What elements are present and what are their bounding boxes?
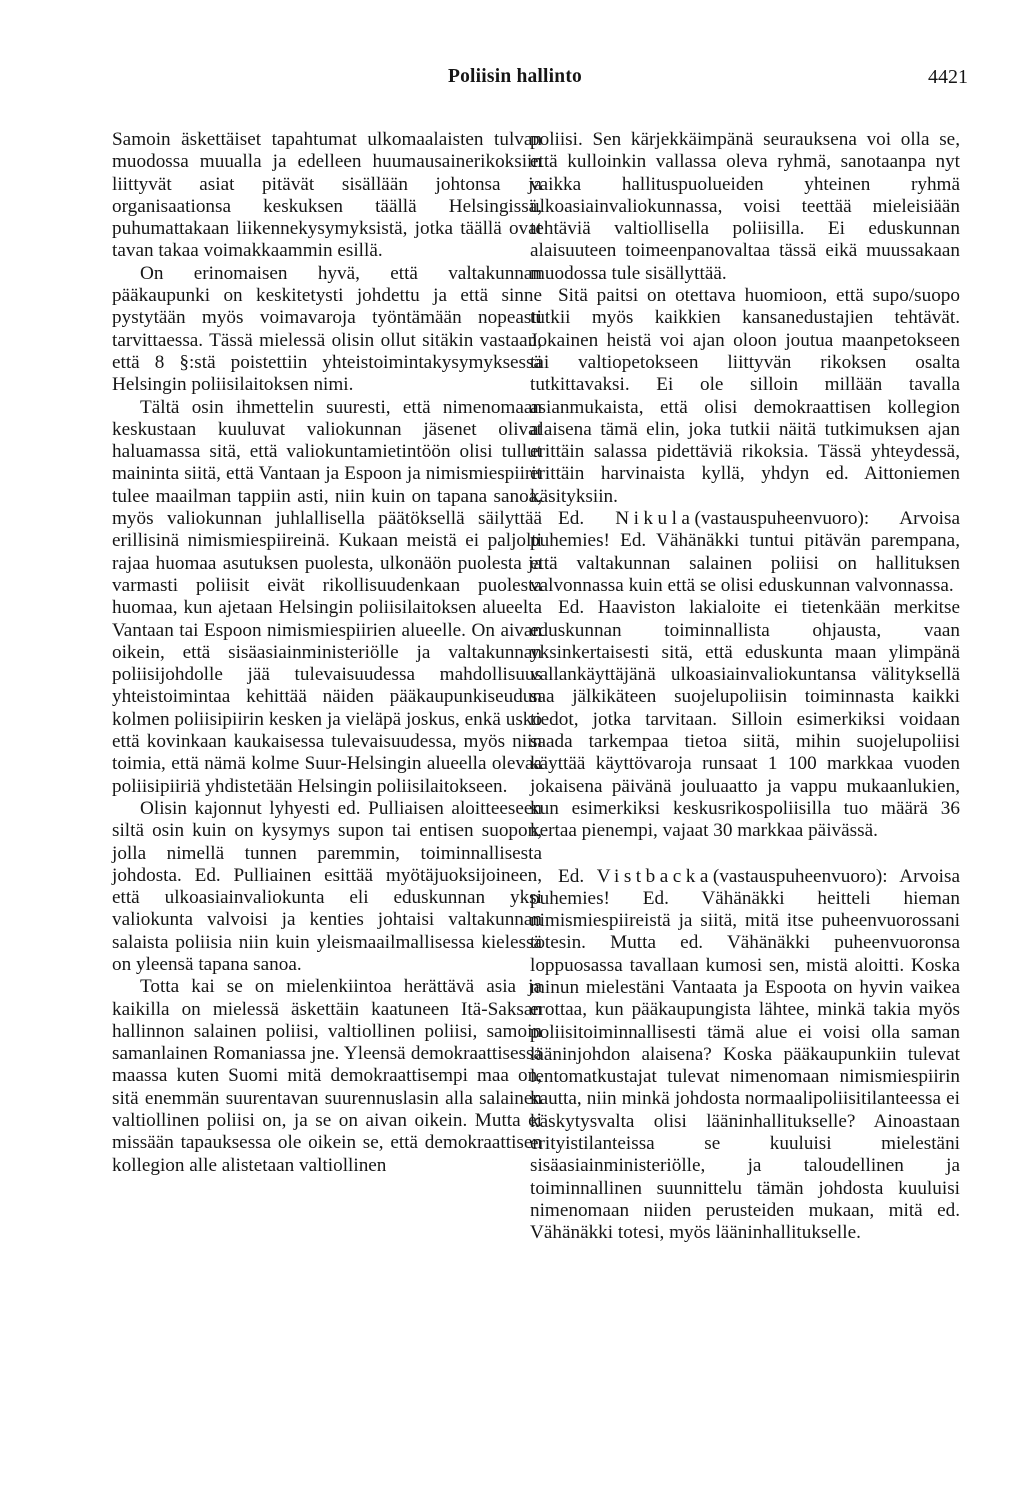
paragraph: Olisin kajonnut lyhyesti ed. Pulliaisen aloitteeseen siltä osin kuin on kysymys supon tai entisen suopon, jolla nimellä tunnen paremmin, toiminnallisesta johdosta. Ed. Pulliainen esittää myötäjuoksijoineen, että ulkoasiainvaliokunta eli eduskunnan yksi valiokunta valvoisi ja kenties johtaisi valtakunnan salaista poliisia niin kuin yleismaailmallisessa kielessä on yleensä tapana sanoa.: [112, 797, 542, 975]
paragraph: Ed. Haaviston lakialoite ei tietenkään merkitse eduskunnan toiminnallista ohjausta, vaan yksinkertaisesti sitä, että eduskunta maan ylimpänä vallankäyttäjänä ulkoasiainvaliokuntansa välityksellä saa jälkikäteen suojelupoliisin toiminnasta kaikki tiedot, jotka tarvitaan. Silloin esimerkiksi voidaan saada tarkempaa tietoa siitä, mihin suojelupoliisi käyttää käyttövaroja runsaat 1 100 markkaa vuoden jokaisena päivänä jouluaatto ja vappu mukaanlukien, kun esimerkiksi keskusrikospoliisilla tuo määrä 36 kertaa pienempi, vajaat 30 markkaa päivässä.: [530, 597, 960, 842]
speech-prefix: Ed.: [558, 865, 585, 887]
right-column: [530, 129, 960, 1245]
paragraph: Sitä paitsi on otettava huomioon, että supo/suopo tutkii myös kaikkien kansanedustajien tehtävät. Jokainen heistä voi ajan oloon joutua maanpetokseen tai valtiopetokseen liittyvän rikoksen osalta tutkittavaksi. Ei ole silloin millään tavalla asianmukaista, että olisi demokraattisen kollegion alaisena tämä elin, joka tutkii näitä tutkimuksen ajan erittäin salassa pidettäviä rikoksia. Tässä yhteydessä, erittäin harvinaista kyllä, yhdyn ed. Aittoniemen käsityksiin.: [530, 285, 960, 507]
left-column: [112, 129, 542, 1177]
speech-text: (vastauspuheenvuoro): Arvoisa puhemies! Ed. Vähänäkki heitteli hieman nimismiespiireistä ja siitä, mitä itse puheenvuorossani totesin. Mutta ed. Vähänäkki puheenvuoronsa loppuosassa tavallaan kumosi sen, mistä aloitti. Koska minun mielestäni Vantaata ja Espoota on hyvin vaikea erottaa, kun pääkaupungista lähtee, minkä takia myös poliisitoiminnallisesti tämä alue ei voisi olla saman lääninjohdon alaisena? Koska pääkaupunkiin tulevat lentomatkustajat tulevat nimenomaan nimismiespiirin kautta, niin minkä johdosta normaalipoliisitilanteessa ei käskytysvalta olisi lääninhallitukselle? Ainoastaan erityistilanteissa se kuuluisi mielestäni sisäasiainministeriölle, ja taloudellinen ja toiminnallinen suunnittelu tämän johdosta kuuluisi nimenomaan niiden perusteiden mukaan, mitä ed. Vähänäkki totesi, myös lääninhallitukselle.: [530, 865, 960, 1244]
speech-vistbacka: [530, 866, 960, 1245]
paragraph: Totta kai se on mielenkiintoa herättävä asia ja kaikilla on mielessä äskettäin kaatuneen Itä-Saksan hallinnon salainen poliisi, valtiollinen poliisi, samoin samanlainen Romaniassa jne. Yleensä demokraattisessa maassa kuten Suomi mitä demokraattisempi maa on, sitä enemmän suurentavan suurennuslasin alla salainen valtiollinen poliisi on, ja se on aivan oikein. Mutta ei missään tapauksessa ole oikein se, että demokraattisen kollegion alle alistetaan valtiollinen: [112, 976, 542, 1176]
speaker-name: Nikula: [615, 508, 695, 530]
speech-text: (vastauspuheenvuoro): Arvoisa puhemies! Ed. Vähänäkki tuntui pitävän parempana, että valtakunnan salainen poliisi on hallituksen valvonnassa kuin että se olisi eduskunnan valvonnassa.: [530, 508, 960, 596]
speaker-name: Vistbacka: [596, 865, 713, 887]
speech-prefix: Ed.: [558, 508, 585, 530]
paragraph: Samoin äskettäiset tapahtumat ulkomaalaisten tulvan muodossa muualla ja edelleen huumausainerikoksiin liittyvät asiat pitävät sisällään johtonsa ja organisaationsa keskuksen täällä Helsingissä, puhumattakaan liikennekysymyksistä, jotka täällä ovat tavan takaa voimakkaammin esillä.: [112, 129, 542, 262]
page-number: 4421: [928, 66, 968, 88]
speech-nikula: [530, 508, 960, 597]
paragraph: On erinomaisen hyvä, että valtakunnan pääkaupunki on keskitetysti johdettu ja että sinne pystytään myös voimavaroja työntämään nopeasti tarvittaessa. Tässä mielessä olisin ollut sitäkin vastaan, että 8 §:stä poistettiin yhteistoimintakysymyksessä Helsingin poliisilaitoksen nimi.: [112, 262, 542, 396]
paragraph: poliisi. Sen kärjekkäimpänä seurauksena voi olla se, että kulloinkin vallassa oleva ryhmä, sanotaanpa nyt vaikka hallituspuolueiden yhteinen ryhmä ulkoasiainvaliokunnassa, voisi teettää mieleisiään tehtäviä valtiollisella poliisilla. Ei eduskunnan alaisuuteen toimeenpanovaltaa tässä eikä muussakaan muodossa tule sisällyttää.: [530, 129, 960, 284]
running-title: Poliisin hallinto: [448, 66, 582, 87]
page-header: [112, 66, 968, 96]
paragraph: Tältä osin ihmettelin suuresti, että nimenomaan keskustaan kuuluvat valiokunnan jäsenet olivat haluamassa sitä, että valiokuntamietintöön olisi tullut maininta siitä, että Vantaan ja Espoon ja nimismiespiirit tulee maailman tappiin asti, niin kuin on tapana sanoa, myös valiokunnan juhlallisella päätöksellä säilyttää erillisinä nimismiespiireinä. Kukaan meistä ei paljolti rajaa huomaa asutuksen puolesta, ulkonäön puolesta ja varmasti poliisit eivät rikollisuudenkaan puolesta huomaa, kun ajetaan Helsingin poliisilaitoksen alueelta Vantaan tai Espoon nimismiespiirien alueelle. On aivan oikein, että sisäasiainministeriölle ja valtakunnan poliisijohdolle jää tulevaisuudessa mahdollisuus yhteistoimintaa kehittää näiden pääkaupunkiseudun kolmen poliisipiirin kesken ja vieläpä joskus, enkä usko että kovinkaan kaukaisessa tulevaisuudessa, myös niin toimia, että nämä kolme Suur-Helsingin alueella olevaa poliisipiiriä yhdistetään Helsingin poliisilaitokseen.: [112, 396, 542, 797]
